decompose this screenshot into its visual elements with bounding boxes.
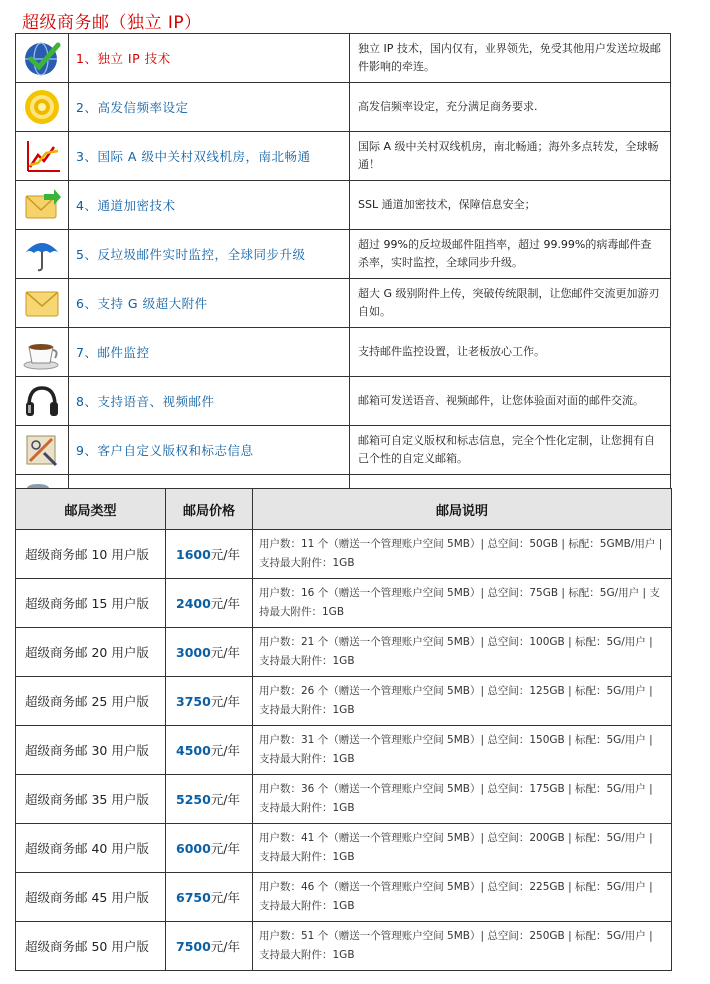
plan-price: 7500 <box>176 939 211 954</box>
plan-row <box>16 628 672 677</box>
plan-description: 用户数：51 个（赠送一个管理账户空间 5MB）| 总空间：250GB | 标配：5G/用户 | 支持最大附件：1GB <box>253 922 672 971</box>
plan-name: 超级商务邮 50 用户版 <box>16 922 166 971</box>
plan-name: 超级商务邮 15 用户版 <box>16 579 166 628</box>
plan-price-cell <box>166 775 253 824</box>
price-unit: 元/年 <box>210 743 241 758</box>
price-unit: 元/年 <box>210 841 241 856</box>
feature-description: SSL 通道加密技术，保障信息安全； <box>350 181 671 230</box>
plan-name: 超级商务邮 40 用户版 <box>16 824 166 873</box>
feature-row <box>16 230 671 279</box>
plan-description: 用户数：16 个（赠送一个管理账户空间 5MB）| 总空间：75GB | 标配：5G/用户 | 支持最大附件：1GB <box>253 579 672 628</box>
feature-description: 邮箱可发送语音、视频邮件，让您体验面对面的邮件交流。 <box>350 377 671 426</box>
feature-title: 4、通道加密技术 <box>69 181 350 230</box>
plan-description: 用户数：26 个（赠送一个管理账户空间 5MB）| 总空间：125GB | 标配：5G/用户 | 支持最大附件：1GB <box>253 677 672 726</box>
plan-row <box>16 530 672 579</box>
plan-description: 用户数：41 个（赠送一个管理账户空间 5MB）| 总空间：200GB | 标配：5G/用户 | 支持最大附件：1GB <box>253 824 672 873</box>
plan-name: 超级商务邮 30 用户版 <box>16 726 166 775</box>
plan-description: 用户数：11 个（赠送一个管理账户空间 5MB）| 总空间：50GB | 标配：5GMB/用户 | 支持最大附件：1GB <box>253 530 672 579</box>
plan-description: 用户数：46 个（赠送一个管理账户空间 5MB）| 总空间：225GB | 标配：5G/用户 | 支持最大附件：1GB <box>253 873 672 922</box>
plan-price-cell <box>166 628 253 677</box>
plan-row <box>16 922 672 971</box>
plan-price-cell <box>166 579 253 628</box>
plan-row <box>16 726 672 775</box>
plan-description: 用户数：36 个（赠送一个管理账户空间 5MB）| 总空间：175GB | 标配：5G/用户 | 支持最大附件：1GB <box>253 775 672 824</box>
target-icon <box>16 88 68 126</box>
headphones-icon <box>16 382 68 420</box>
price-unit: 元/年 <box>210 645 241 660</box>
plan-name: 超级商务邮 35 用户版 <box>16 775 166 824</box>
plan-row <box>16 677 672 726</box>
price-unit: 元/年 <box>210 596 241 611</box>
feature-row <box>16 132 671 181</box>
plan-price-cell <box>166 873 253 922</box>
plan-price: 2400 <box>176 596 211 611</box>
plan-price-cell <box>166 677 253 726</box>
plan-price-cell <box>166 530 253 579</box>
plan-price-cell <box>166 726 253 775</box>
feature-title: 6、支持 G 级超大附件 <box>69 279 350 328</box>
plan-row <box>16 775 672 824</box>
feature-title: 8、支持语音、视频邮件 <box>69 377 350 426</box>
feature-description: 独立 IP 技术，国内仅有，业界领先，免受其他用户发送垃圾邮件影响的牵连。 <box>350 34 671 83</box>
feature-description: 支持邮件监控设置，让老板放心工作。 <box>350 328 671 377</box>
plan-price: 1600 <box>176 547 211 562</box>
feature-row <box>16 83 671 132</box>
header-desc: 邮局说明 <box>253 489 672 530</box>
globe-check-icon <box>16 39 68 77</box>
feature-row <box>16 426 671 475</box>
plan-name: 超级商务邮 10 用户版 <box>16 530 166 579</box>
feature-table <box>15 33 671 524</box>
plan-price-cell <box>166 922 253 971</box>
feature-title: 1、独立 IP 技术 <box>69 34 350 83</box>
page-title: 超级商务邮（独立 IP） <box>22 13 202 33</box>
plan-row <box>16 579 672 628</box>
envelope-arrow-icon <box>16 186 68 224</box>
plan-name: 超级商务邮 20 用户版 <box>16 628 166 677</box>
header-type: 邮局类型 <box>16 489 166 530</box>
plan-description: 用户数：21 个（赠送一个管理账户空间 5MB）| 总空间：100GB | 标配：5G/用户 | 支持最大附件：1GB <box>253 628 672 677</box>
coffee-cup-icon <box>16 333 68 371</box>
feature-description: 国际 A 级中关村双线机房，南北畅通；海外多点转发，全球畅通！ <box>350 132 671 181</box>
price-unit: 元/年 <box>210 939 241 954</box>
price-unit: 元/年 <box>210 890 241 905</box>
price-unit: 元/年 <box>210 547 241 562</box>
plan-price: 3750 <box>176 694 211 709</box>
feature-row <box>16 279 671 328</box>
plan-row <box>16 873 672 922</box>
plan-name: 超级商务邮 45 用户版 <box>16 873 166 922</box>
plan-row <box>16 824 672 873</box>
feature-title: 9、客户自定义版权和标志信息 <box>69 426 350 475</box>
feature-title: 2、高发信频率设定 <box>69 83 350 132</box>
plan-description: 用户数：31 个（赠送一个管理账户空间 5MB）| 总空间：150GB | 标配：5G/用户 | 支持最大附件：1GB <box>253 726 672 775</box>
plan-price: 6750 <box>176 890 211 905</box>
feature-description: 超过 99%的反垃圾邮件阻挡率，超过 99.99%的病毒邮件查杀率，实时监控，全球同步升级。 <box>350 230 671 279</box>
price-unit: 元/年 <box>210 694 241 709</box>
design-tools-icon <box>16 431 68 469</box>
feature-description: 超大 G 级别附件上传，突破传统限制，让您邮件交流更加游刃自如。 <box>350 279 671 328</box>
feature-row <box>16 377 671 426</box>
envelope-icon <box>16 284 68 322</box>
plan-price: 4500 <box>176 743 211 758</box>
plan-price-cell <box>166 824 253 873</box>
feature-description: 高发信频率设定，充分满足商务要求. <box>350 83 671 132</box>
feature-title: 3、国际 A 级中关村双线机房，南北畅通 <box>69 132 350 181</box>
feature-row <box>16 328 671 377</box>
feature-title: 5、反垃圾邮件实时监控，全球同步升级 <box>69 230 350 279</box>
plan-price: 6000 <box>176 841 211 856</box>
plan-name: 超级商务邮 25 用户版 <box>16 677 166 726</box>
line-chart-icon <box>16 137 68 175</box>
price-unit: 元/年 <box>210 792 241 807</box>
feature-description: 邮箱可自定义版权和标志信息，完全个性化定制，让您拥有自己个性的自定义邮箱。 <box>350 426 671 475</box>
feature-row <box>16 181 671 230</box>
header-price: 邮局价格 <box>166 489 253 530</box>
plan-table-header <box>16 489 672 530</box>
feature-title: 7、邮件监控 <box>69 328 350 377</box>
plan-price: 5250 <box>176 792 211 807</box>
plan-price: 3000 <box>176 645 211 660</box>
plan-table <box>15 488 672 971</box>
umbrella-icon <box>16 235 68 273</box>
feature-row <box>16 34 671 83</box>
